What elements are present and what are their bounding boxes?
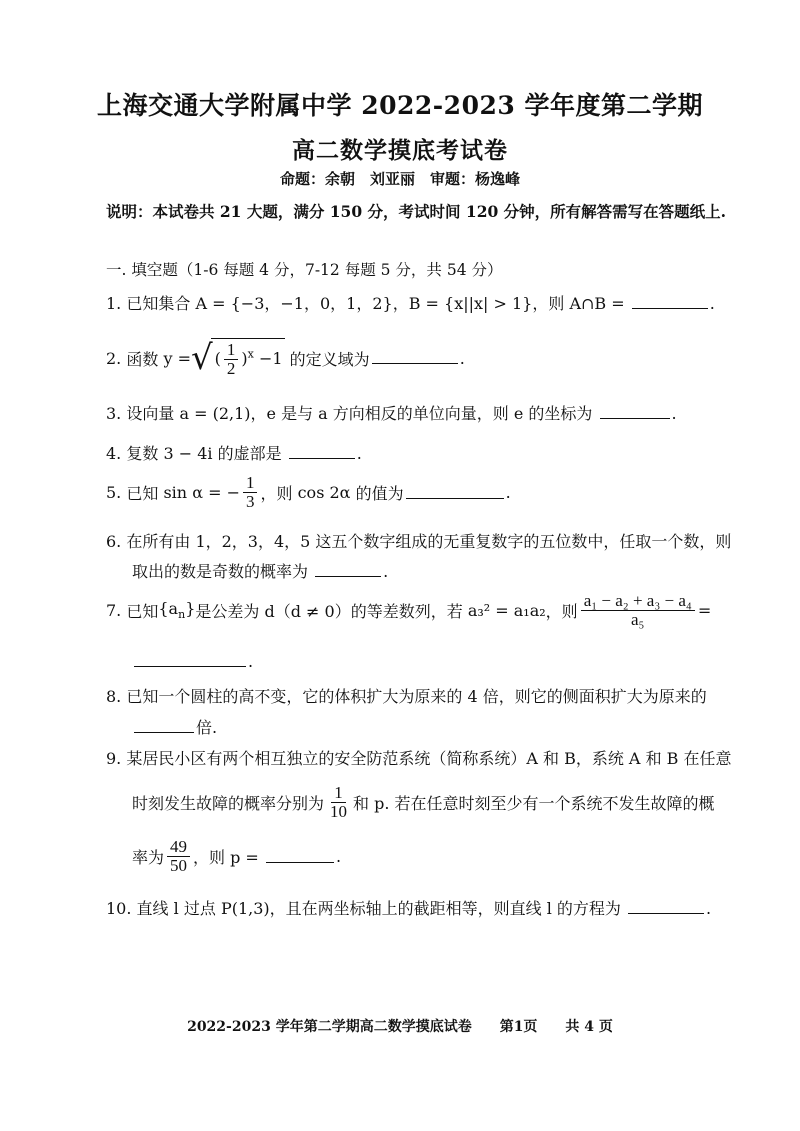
math-expression: P(1,3) xyxy=(220,899,270,918)
question-7-line2 xyxy=(132,652,253,671)
denominator: 3 xyxy=(245,491,255,511)
period: . xyxy=(671,404,677,423)
question-6 xyxy=(106,529,731,552)
question-10 xyxy=(106,896,711,919)
question-text: 和 p. 若在任意时刻至少有一个系统不发生故障的概 xyxy=(353,793,715,813)
question-text: ，且在两坐标轴上的截距相等，则直线 l 的方程为 xyxy=(269,899,621,918)
math-expression xyxy=(158,599,195,621)
question-7 xyxy=(106,592,711,629)
numerator: 1 xyxy=(331,784,346,803)
question-text: 某居民小区有两个相互独立的安全防范系统（简称系统）A 和 B，系统 A 和 B 在任意 xyxy=(126,749,732,768)
answer-blank xyxy=(315,575,381,577)
math-expression: sin α = − xyxy=(163,482,240,502)
period: . xyxy=(505,482,511,502)
fraction xyxy=(167,838,190,875)
page-footer: 2022-2023 学年第二学期高二数学摸底试卷 第1页 共 4 页 xyxy=(187,1019,613,1035)
radicand: ( $\frac{1}{2}$ )$^x$ −1 xyxy=(211,338,285,378)
question-text: ，则 A∩B = xyxy=(532,294,625,313)
question-text: 已知一个圆柱的高不变，它的体积扩大为原来的 4 倍，则它的侧面积扩大为原来的 xyxy=(126,687,707,706)
denominator: a₅ xyxy=(631,609,645,629)
question-number: 2. xyxy=(106,348,122,368)
denominator: 10 xyxy=(330,801,348,821)
period: . xyxy=(709,294,715,313)
section-title: 一. 填空题（1-6 每题 4 分，7-12 每题 5 分，共 54 分） xyxy=(106,261,503,279)
answer-blank xyxy=(266,861,334,863)
seq-close: } xyxy=(185,599,196,619)
math-expression: 3 − 4i xyxy=(163,444,213,463)
answer-blank xyxy=(372,362,458,364)
page-subtitle: 高二数学摸底考试卷 xyxy=(292,137,508,164)
question-9-line2 xyxy=(132,784,715,821)
question-text: 已知集合 xyxy=(126,294,191,313)
answer-blank xyxy=(628,912,704,914)
question-text: 率为 xyxy=(132,847,165,867)
math-expression: y = xyxy=(163,348,191,368)
denominator: 2 xyxy=(226,359,236,378)
question-8 xyxy=(106,684,707,707)
sqrt-icon: √ xyxy=(191,338,213,378)
question-9-line3 xyxy=(132,838,341,875)
question-number: 4. xyxy=(106,444,122,463)
period: . xyxy=(383,562,389,581)
math-expression: ，B = {x||x| > 1} xyxy=(392,294,533,313)
question-text: 复数 xyxy=(126,444,159,463)
fraction xyxy=(224,341,239,378)
question-4 xyxy=(106,441,362,464)
question-number: 5. xyxy=(106,482,122,502)
question-text: 是公差为 d（d ≠ 0）的等差数列，若 xyxy=(195,601,463,621)
page-title: 上海交通大学附属中学 2022-2023 学年度第二学期 xyxy=(97,91,703,120)
question-text: 倍. xyxy=(196,718,218,737)
math-expression: a₃² = a₁a₂ xyxy=(467,600,546,620)
answer-blank xyxy=(406,497,504,499)
subscript: n xyxy=(178,608,186,622)
answer-blank xyxy=(134,731,194,733)
fraction xyxy=(243,474,258,511)
denominator: 50 xyxy=(170,855,188,875)
question-1 xyxy=(106,291,715,314)
period: . xyxy=(335,846,342,866)
question-text: 时刻发生故障的概率分别为 xyxy=(132,793,325,813)
answer-blank xyxy=(600,417,670,419)
question-text: 的定义域为 xyxy=(289,349,370,369)
fraction xyxy=(581,592,695,629)
math-expression: A = {−3，−1，0，1，2} xyxy=(195,294,393,313)
question-number: 10. xyxy=(106,899,132,918)
question-8-line2 xyxy=(132,715,217,738)
numerator: 1 xyxy=(243,474,258,493)
question-2 xyxy=(106,338,465,378)
question-text: 在所有由 1，2，3，4，5 这五个数字组成的无重复数字的五位数中，任取一个数，则 xyxy=(126,532,732,551)
question-text: 已知 xyxy=(126,601,159,621)
period: . xyxy=(706,899,712,918)
math-expression: cos 2α xyxy=(297,482,351,502)
question-number: 7. xyxy=(106,600,122,620)
question-number: 6. xyxy=(106,532,122,551)
question-text: 已知 xyxy=(126,483,159,503)
question-number: 9. xyxy=(106,749,122,768)
question-9 xyxy=(106,746,732,769)
period: . xyxy=(459,348,465,368)
period: . xyxy=(356,444,362,463)
answer-blank xyxy=(632,307,708,309)
equals: = xyxy=(697,600,712,620)
question-number: 8. xyxy=(106,687,122,706)
question-text: 取出的数是奇数的概率为 xyxy=(132,562,309,581)
question-number: 3. xyxy=(106,404,122,423)
question-text: 的值为 xyxy=(355,483,404,503)
answer-blank xyxy=(289,457,355,459)
numerator: 49 xyxy=(167,838,190,857)
numerator: 1 xyxy=(224,341,239,360)
fraction xyxy=(327,784,350,821)
period: . xyxy=(248,652,254,671)
question-text: ，则 xyxy=(260,483,293,503)
question-text: 直线 l 过点 xyxy=(136,899,216,918)
math-expression: −1 xyxy=(258,349,283,368)
answer-blank xyxy=(134,665,246,667)
question-3 xyxy=(106,401,677,424)
numerator: a₁ − a₂ + a₃ − a₄ xyxy=(581,592,695,611)
question-5 xyxy=(106,474,511,511)
question-6-line2 xyxy=(132,559,388,582)
exam-instructions: 说明：本试卷共 21 大题，满分 150 分，考试时间 120 分钟，所有解答需写在答题纸上. xyxy=(106,202,727,221)
authors-line: 命题：余朝 刘亚丽 审题：杨逸峰 xyxy=(279,170,520,188)
exponent: x xyxy=(247,347,254,361)
question-text: 函数 xyxy=(126,349,159,369)
seq-open: {a xyxy=(158,599,179,619)
math-expression: a = (2,1) xyxy=(179,404,251,423)
question-text: ，则 xyxy=(545,601,578,621)
question-text: ，e 是与 a 方向相反的单位向量，则 e 的坐标为 xyxy=(250,404,593,423)
question-number: 1. xyxy=(106,294,122,313)
question-text: 的虚部是 xyxy=(217,444,282,463)
question-text: 设向量 xyxy=(126,404,175,423)
question-text: ，则 p = xyxy=(193,847,259,867)
